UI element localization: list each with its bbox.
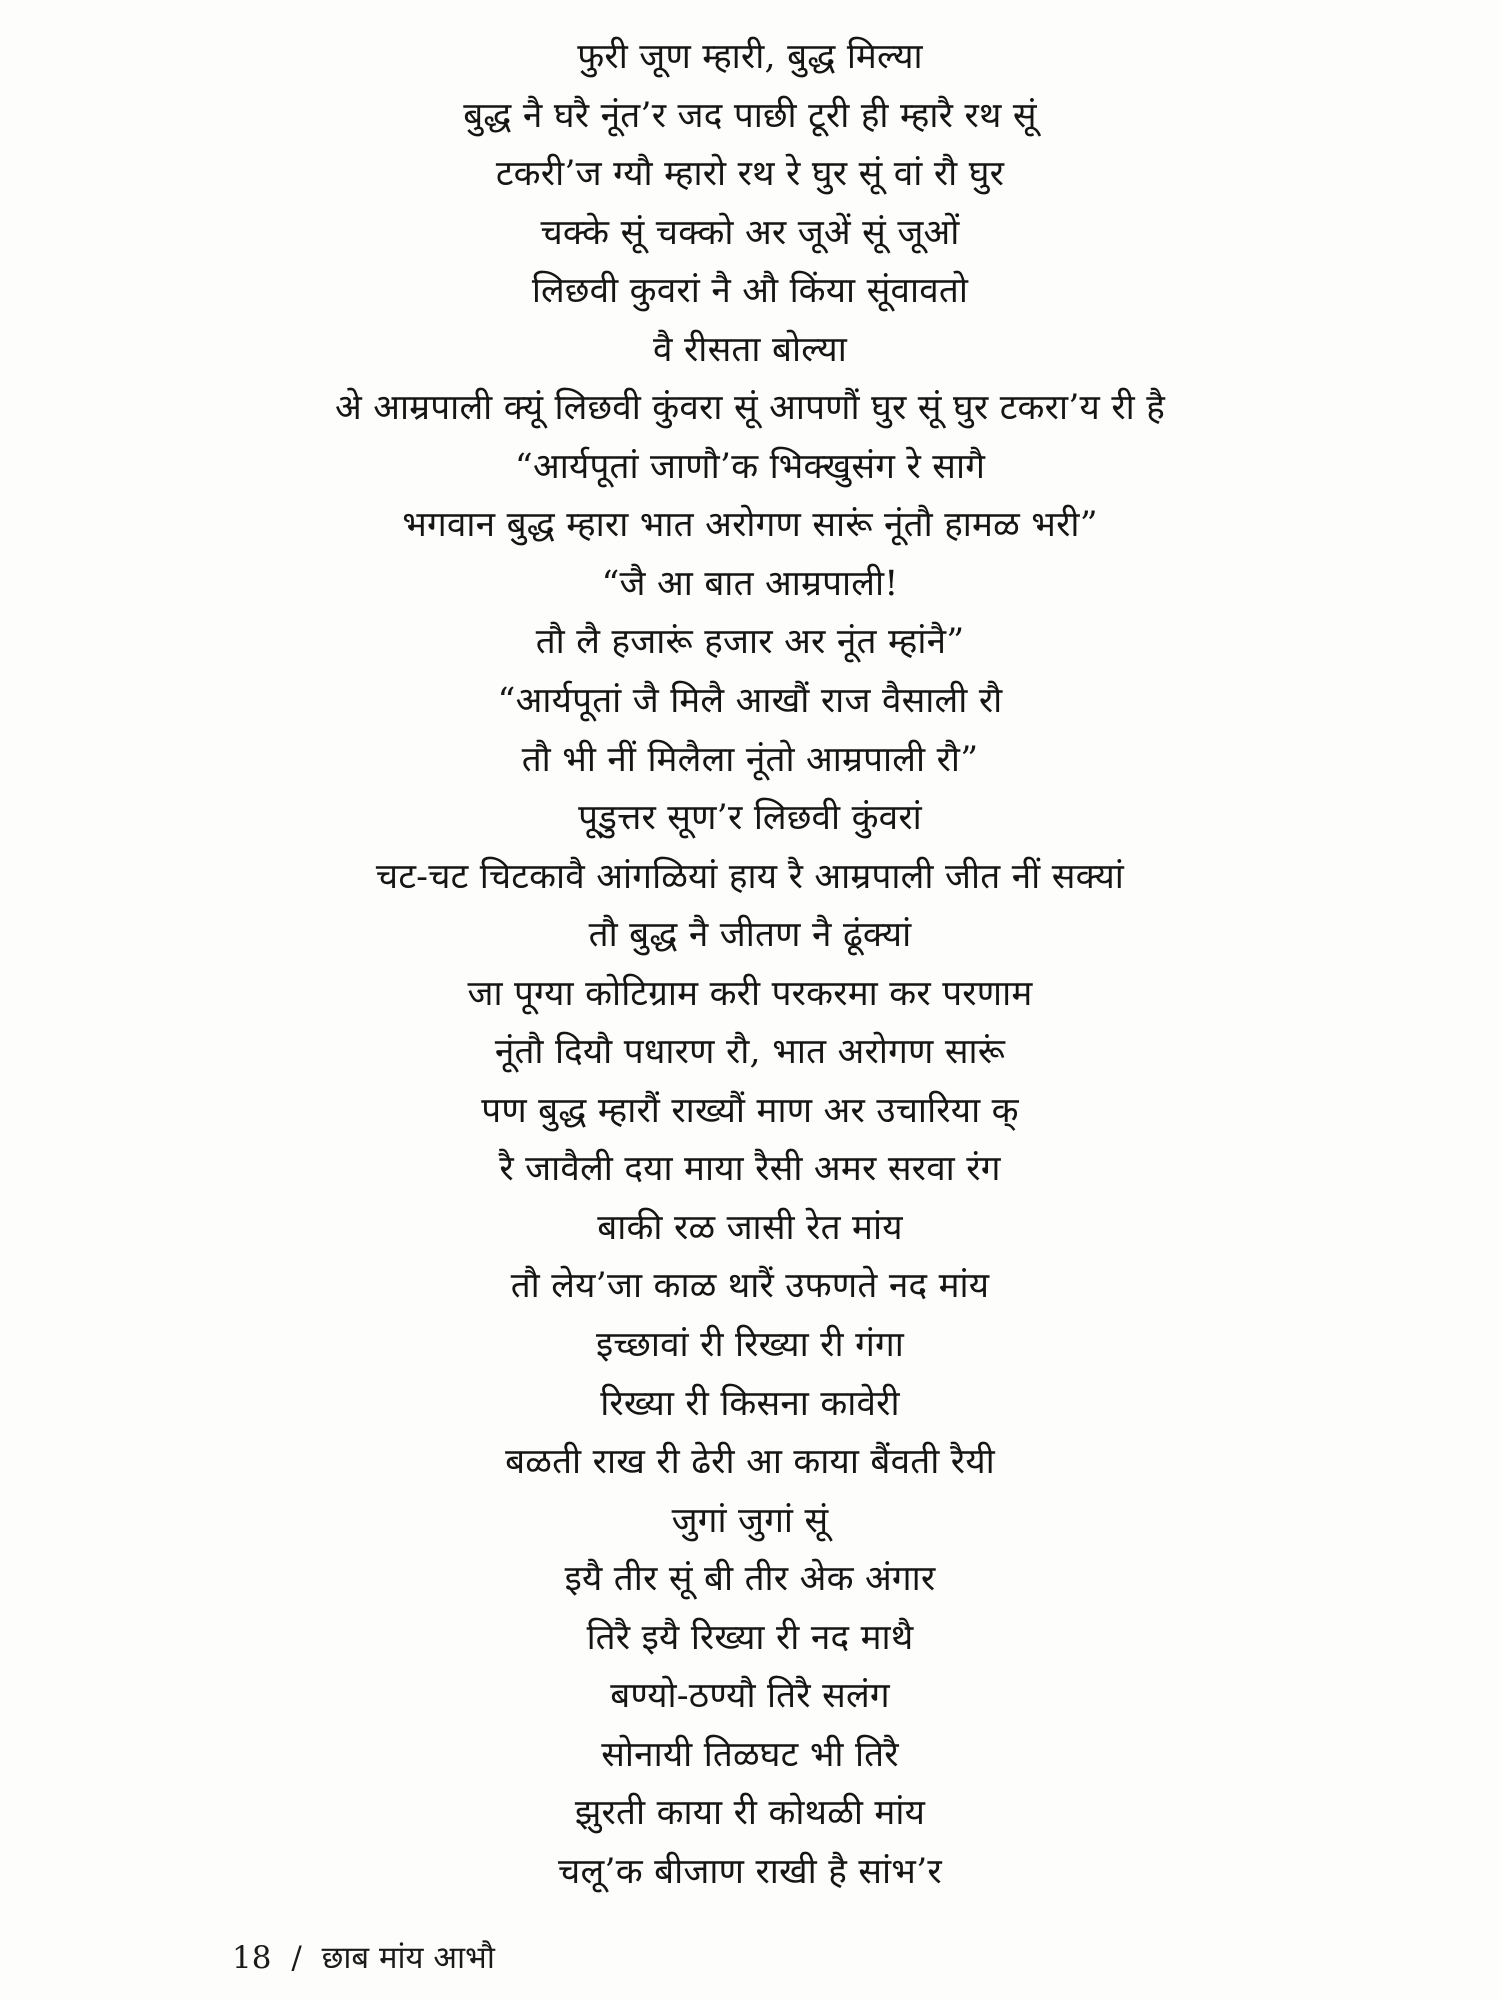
poem-line: पूडुत्तर सूण’र लिछवी कुंवरां bbox=[578, 798, 922, 839]
poem-line: बळती राख री ढेरी आ काया बैंवती रैयी bbox=[505, 1442, 995, 1483]
poem-line: चलू’क बीजाण राखी है सांभ’र bbox=[558, 1851, 942, 1892]
poem-line: “जै आ बात आम्रपाली! bbox=[601, 563, 899, 604]
poem-line: सोनायी तिळघट भी तिरै bbox=[601, 1734, 899, 1775]
poem-line: जा पूग्या कोटिग्राम करी परकरमा कर परणाम bbox=[467, 973, 1033, 1014]
poem-line: तौ बुद्ध नै जीतण नै ढूंक्यां bbox=[588, 915, 912, 956]
poem-line: बण्यो-ठण्यौ तिरै सलंग bbox=[610, 1676, 890, 1717]
poem-line: चक्के सूं चक्को अर जूअें सूं जूओं bbox=[540, 212, 960, 253]
poem-line: फुरी जूण म्हारी, बुद्ध मिल्या bbox=[577, 37, 923, 77]
poem-line: रै जावैली दया माया रैसी अमर सरवा रंग bbox=[499, 1149, 1001, 1190]
page-footer bbox=[232, 1938, 495, 1978]
poem-line: लिछवी कुवरां नै औ किंया सूंवावतो bbox=[531, 271, 969, 312]
poem-line: बुद्ध नै घरै नूंत’र जद पाछी टूरी ही म्हारै रथ सूं bbox=[463, 95, 1037, 136]
poem-line: भगवान बुद्ध म्हारा भात अरोगण सारूं नूंतौ हामळ भरी” bbox=[402, 505, 1098, 546]
poem-line: तौ लै हजारूं हजार अर नूंत म्हांनै” bbox=[535, 622, 965, 663]
poem-line: “आर्यपूतां जाणौ’क भिक्खुसंग रे सागै bbox=[514, 446, 986, 487]
poem-line: पण बुद्ध म्हारौं राख्यौं माण अर उचारिया क् bbox=[481, 1090, 1019, 1131]
poem-line: तौ भी नीं मिलैला नूंतो आम्रपाली रौ” bbox=[521, 739, 979, 780]
poem-line: झुरती काया री कोथळी मांय bbox=[574, 1793, 926, 1834]
page-number: 18 bbox=[232, 1940, 272, 1976]
poem-line: चट-चट चिटकावै आंगळियां हाय रै आम्रपाली जीत नीं सक्यां bbox=[375, 856, 1125, 897]
poem-line: वै रीसता बोल्या bbox=[653, 329, 847, 370]
poem-line: तिरै इयै रिख्या री नद माथै bbox=[586, 1617, 914, 1658]
poem-line: जुगां जुगां सूं bbox=[671, 1500, 829, 1541]
poem-line: नूंतौ दियौ पधारण रौ, भात अरोगण सारूं bbox=[494, 1032, 1006, 1073]
book-title: छाब मांय आभौ bbox=[321, 1940, 495, 1976]
poem-line: तौ लेय’जा काळ थारैं उफणते नद मांय bbox=[510, 1266, 990, 1307]
poem-body bbox=[60, 28, 1440, 1902]
poem-line: अे आम्रपाली क्यूं लिछवी कुंवरा सूं आपणौं घुर सूं घुर टकरा’य री है bbox=[334, 388, 1166, 429]
poem-line: टकरी’ज ग्यौ म्हारो रथ रे घुर सूं वां रौ घुर bbox=[495, 154, 1005, 195]
poem-line: “आर्यपूतां जै मिलै आखौं राज वैसाली रौ bbox=[497, 681, 1003, 722]
poem-line: इच्छावां री रिख्या री गंगा bbox=[596, 1325, 904, 1366]
poem-line: रिख्या री किसना कावेरी bbox=[600, 1383, 900, 1424]
poem-line: इयै तीर सूं बी तीर अेक अंगार bbox=[564, 1559, 936, 1600]
footer-separator: / bbox=[291, 1940, 302, 1976]
poem-line: बाकी रळ जासी रेत मांय bbox=[597, 1207, 903, 1248]
